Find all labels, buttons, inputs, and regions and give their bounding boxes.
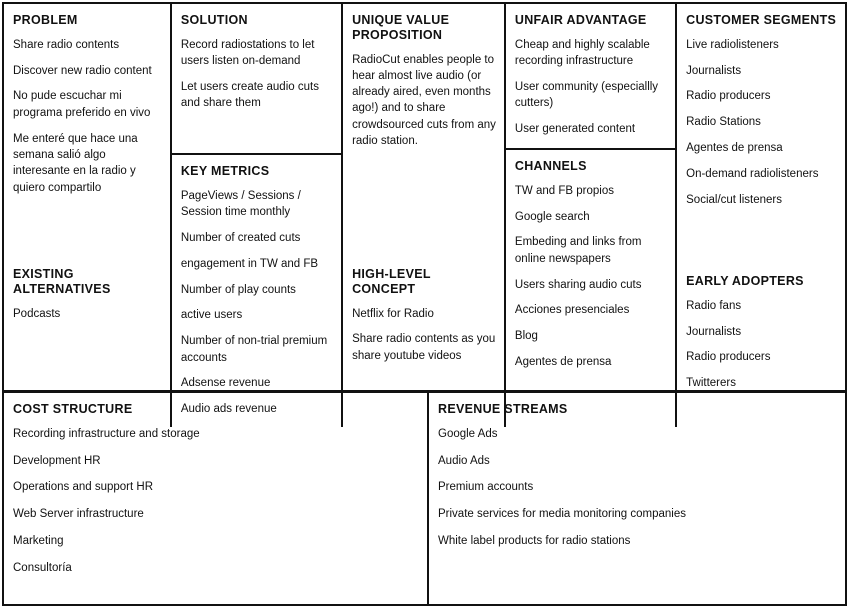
early-adopters-title: EARLY ADOPTERS <box>686 274 804 288</box>
solution-cell <box>172 4 341 155</box>
list-item: Blog <box>514 330 538 343</box>
list-item: Number of non-trial premium accounts <box>180 335 328 364</box>
existing-alternatives-title: EXISTING ALTERNATIVES <box>13 267 111 296</box>
list-item: Radio producers <box>686 351 771 364</box>
list-item: RadioCut enables people to hear almost live audio (or already aired, even months ago!) and to share crowdsourced cuts from any radio station. <box>352 53 496 148</box>
customer-segments-items <box>686 37 837 208</box>
solution-items <box>181 37 333 112</box>
revenue-streams-items <box>438 426 837 550</box>
list-item: Journalists <box>686 64 742 77</box>
list-item: Google Ads <box>438 427 498 440</box>
list-item: Discover new radio content <box>13 64 152 77</box>
list-item: Share radio contents <box>13 38 120 51</box>
unfair-channels-column <box>506 4 677 427</box>
list-item: Record radiostations to let users listen on-demand <box>180 38 315 68</box>
list-item: Podcasts <box>13 307 61 320</box>
list-item: Radio Stations <box>686 116 761 129</box>
list-item: Agentes de prensa <box>686 142 783 155</box>
list-item: Consultoría <box>13 561 72 574</box>
high-level-concept-title: HIGH-LEVEL CONCEPT <box>352 267 431 296</box>
uvp-title: UNIQUE VALUE PROPOSITION <box>352 13 450 42</box>
list-item: Radio producers <box>686 90 771 103</box>
key-metrics-title: KEY METRICS <box>180 164 270 178</box>
channels-items <box>515 183 667 371</box>
problem-title: PROBLEM <box>13 13 78 27</box>
solution-title: SOLUTION <box>180 13 248 27</box>
list-item: Number of play counts <box>180 283 296 296</box>
list-item: Web Server infrastructure <box>13 508 144 521</box>
existing-alternatives-items <box>13 306 162 322</box>
high-level-concept-block <box>352 267 496 373</box>
early-adopters-block <box>686 274 837 401</box>
customer-segments-cell <box>677 4 845 427</box>
list-item: PageViews / Sessions / Session time monthly <box>180 189 301 219</box>
uvp-items <box>352 52 496 150</box>
cost-structure-title: COST STRUCTURE <box>13 402 133 416</box>
uvp-cell <box>343 4 506 427</box>
list-item: Live radiolisteners <box>686 38 779 51</box>
problem-cell <box>4 4 172 427</box>
high-level-concept-items <box>352 306 496 364</box>
list-item: Radio fans <box>686 299 742 312</box>
list-item: engagement in TW and FB <box>180 257 319 270</box>
list-item: Audio ads revenue <box>180 403 277 416</box>
list-item: Operations and support HR <box>13 481 153 494</box>
list-item: Audio Ads <box>438 454 490 467</box>
channels-title: CHANNELS <box>514 159 587 173</box>
list-item: User community (especiallly cutters) <box>514 80 659 110</box>
key-metrics-items <box>181 188 333 418</box>
list-item: Netflix for Radio <box>352 307 434 320</box>
unfair-advantage-cell <box>506 4 675 150</box>
list-item: Adsense revenue <box>180 377 271 390</box>
list-item: TW and FB propios <box>514 184 614 197</box>
list-item: Acciones presenciales <box>514 304 630 317</box>
list-item: Google search <box>514 210 590 223</box>
list-item: Users sharing audio cuts <box>514 278 642 291</box>
list-item: Agentes de prensa <box>514 356 612 369</box>
list-item: No pude escuchar mi programa preferido en vivo <box>13 90 151 119</box>
list-item: Twitterers <box>686 377 736 390</box>
revenue-streams-title: REVENUE STREAMS <box>438 402 568 416</box>
list-item: User generated content <box>514 123 636 136</box>
lean-canvas <box>2 2 847 606</box>
channels-cell <box>506 150 675 427</box>
early-adopters-items <box>686 298 837 392</box>
list-item: Recording infrastructure and storage <box>13 427 200 440</box>
list-item: Marketing <box>13 535 64 548</box>
customer-segments-title: CUSTOMER SEGMENTS <box>686 13 837 27</box>
list-item: On-demand radiolisteners <box>686 167 819 180</box>
unfair-advantage-items <box>515 37 667 138</box>
list-item: Development HR <box>13 454 101 467</box>
list-item: White label products for radio stations <box>438 535 631 548</box>
cost-structure-items <box>13 426 419 576</box>
list-item: active users <box>180 309 243 322</box>
unfair-advantage-title: UNFAIR ADVANTAGE <box>514 13 647 27</box>
existing-alternatives-block <box>13 267 162 331</box>
problem-items <box>13 37 162 196</box>
list-item: Journalists <box>686 325 742 338</box>
list-item: Cheap and highly scalable recording infrastructure <box>514 38 650 68</box>
list-item: Me enteré que hace una semana salió algo interesante en la radio y quiero compartilo <box>13 132 138 194</box>
list-item: Share radio contents as you share youtube videos <box>352 333 496 362</box>
list-item: Social/cut listeners <box>686 193 782 206</box>
list-item: Premium accounts <box>438 481 534 494</box>
list-item: Embeding and links from online newspapers <box>514 236 642 265</box>
list-item: Let users create audio cuts and share them <box>180 80 319 110</box>
key-metrics-cell <box>172 155 341 427</box>
list-item: Number of created cuts <box>180 231 301 244</box>
solution-keymetrics-column <box>172 4 343 427</box>
list-item: Private services for media monitoring companies <box>438 508 686 521</box>
